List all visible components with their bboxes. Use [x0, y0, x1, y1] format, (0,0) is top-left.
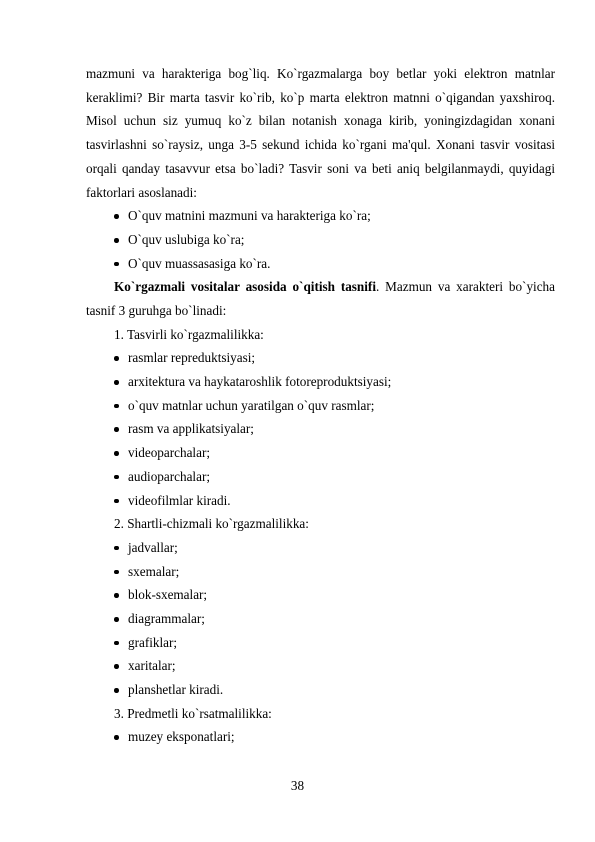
list-item: audioparchalar;: [86, 465, 555, 489]
bullet-icon: [114, 688, 119, 693]
bullet-icon: [114, 262, 119, 267]
bullet-icon: [114, 570, 119, 575]
list-item: O`quv matnini mazmuni va harakteriga ko`ra;: [86, 204, 555, 228]
bullet-icon: [114, 404, 119, 409]
group-1-list: [86, 346, 555, 512]
bullet-icon: [114, 380, 119, 385]
list-item: videofilmlar kiradi.: [86, 489, 555, 513]
list-item: planshetlar kiradi.: [86, 678, 555, 702]
list-item: sxemalar;: [86, 560, 555, 584]
bullet-icon: [114, 451, 119, 456]
list-item: O`quv muassasasiga ko`ra.: [86, 252, 555, 276]
group-3-list: [86, 725, 555, 749]
group-title: 1. Tasvirli ko`rgazmalilikka:: [114, 326, 264, 342]
group-2-list: [86, 536, 555, 702]
list-item: xaritalar;: [86, 654, 555, 678]
list-item: jadvallar;: [86, 536, 555, 560]
bullet-icon: [114, 427, 119, 432]
bullet-icon: [114, 617, 119, 622]
classification-text: . Mazmun va xarakteri bo`yicha tasnif 3 guruhga bo`linadi:: [86, 279, 555, 318]
list-item: O`quv uslubiga ko`ra;: [86, 228, 555, 252]
list-item: rasmlar repreduktsiyasi;: [86, 346, 555, 370]
bullet-icon: [114, 593, 119, 598]
list-item: blok-sxemalar;: [86, 583, 555, 607]
bullet-icon: [114, 356, 119, 361]
list-item: arxitektura va haykataroshlik fotoreproduktsiyasi;: [86, 370, 555, 394]
group-title: 3. Predmetli ko`rsatmalilikka:: [114, 705, 272, 721]
body-text: [86, 62, 555, 749]
list-item: o`quv matnlar uchun yaratilgan o`quv rasmlar;: [86, 394, 555, 418]
bullet-icon: [114, 641, 119, 646]
bullet-icon: [114, 499, 119, 504]
list-item: muzey eksponatlari;: [86, 725, 555, 749]
list-item: diagrammalar;: [86, 607, 555, 631]
list-item: grafiklar;: [86, 631, 555, 655]
bullet-icon: [114, 214, 119, 219]
bullet-icon: [114, 735, 119, 740]
list-item: videoparchalar;: [86, 441, 555, 465]
intro-paragraph: mazmuni va harakteriga bog`liq. Ko`rgazmalarga boy betlar yoki elektron matnlar keraklimi? Bir marta tasvir ko`rib, ko`p marta elektron matnni o`qigandan yaxshiroq. Misol uchun siz yumuq ko`z bilan notanish xonaga kirib, yoningizdagidan xonani tasvirlashni so`raysiz, unga 3-5 sekund ichida ko`rgani ma'qul. Xonani tasvir vositasi orqali qanday tasavvur etsa bo`ladi? Tasvir soni va beti aniq belgilanmaydi, quyidagi faktorlari asoslanadi:: [86, 66, 555, 200]
bullet-icon: [114, 664, 119, 669]
group-title: 2. Shartli-chizmali ko`rgazmalilikka:: [114, 516, 309, 532]
classification-paragraph: [86, 275, 555, 322]
bullet-icon: [114, 546, 119, 551]
section-heading: Ko`rgazmali vositalar asosida o`qitish tasnifi: [114, 279, 376, 295]
factors-list: [86, 204, 555, 275]
bullet-icon: [114, 475, 119, 480]
page-number: 38: [290, 778, 305, 793]
list-item: rasm va applikatsiyalar;: [86, 417, 555, 441]
bullet-icon: [114, 238, 119, 243]
